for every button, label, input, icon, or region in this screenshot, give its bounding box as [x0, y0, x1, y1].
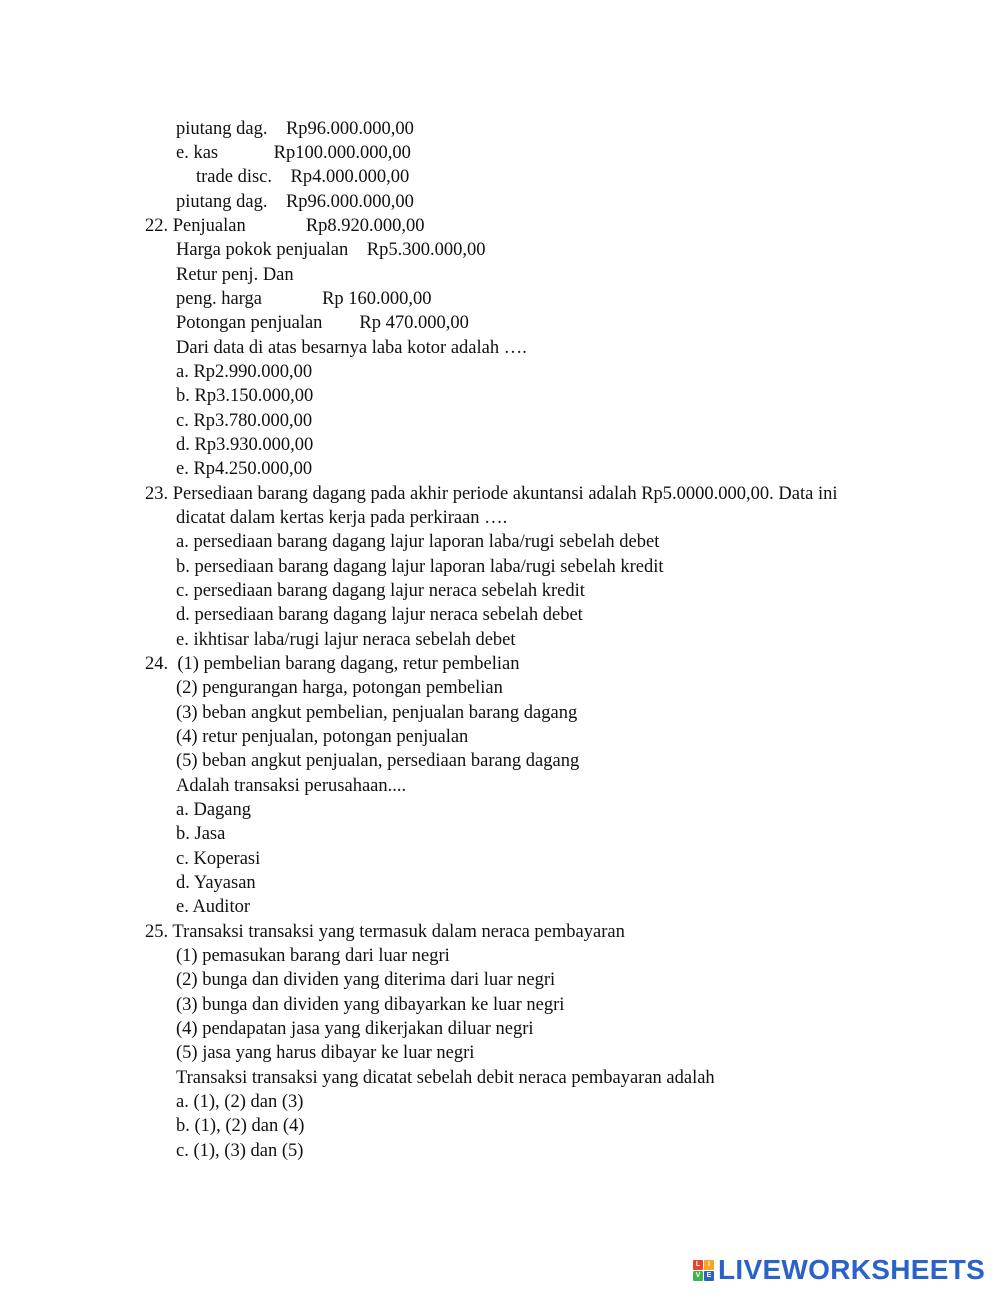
answer-option: d. persediaan barang dagang lajur neraca sebelah debet — [176, 605, 583, 625]
question-22: 22. Penjualan Rp8.920.000,00 — [145, 216, 425, 236]
text-line: (3) beban angkut pembelian, penjualan barang dagang — [176, 703, 578, 723]
text-line: (2) pengurangan harga, potongan pembelian — [176, 678, 503, 698]
text-line: dicatat dalam kertas kerja pada perkiraan …. — [176, 508, 508, 528]
text-line: peng. harga Rp 160.000,00 — [176, 289, 432, 309]
answer-option: c. Koperasi — [176, 849, 261, 869]
question-prompt: Transaksi transaksi yang dicatat sebelah debit neraca pembayaran adalah — [176, 1068, 715, 1088]
text-line: Harga pokok penjualan Rp5.300.000,00 — [176, 240, 486, 260]
answer-option: d. Yayasan — [176, 873, 256, 893]
answer-option: e. Auditor — [176, 897, 250, 917]
question-prompt: Adalah transaksi perusahaan.... — [176, 776, 407, 796]
logo-letter: I — [704, 1260, 714, 1270]
answer-option: a. Dagang — [176, 800, 251, 820]
answer-option: c. persediaan barang dagang lajur neraca sebelah kredit — [176, 581, 585, 601]
text-line: (2) bunga dan dividen yang diterima dari luar negri — [176, 970, 556, 990]
text-line: trade disc. Rp4.000.000,00 — [196, 167, 410, 187]
text-line: e. kas Rp100.000.000,00 — [176, 143, 411, 163]
text-line: (4) pendapatan jasa yang dikerjakan diluar negri — [176, 1019, 534, 1039]
text-line: (5) beban angkut penjualan, persediaan barang dagang — [176, 751, 580, 771]
question-prompt: Dari data di atas besarnya laba kotor adalah …. — [176, 338, 527, 358]
text-line: piutang dag. Rp96.000.000,00 — [176, 119, 414, 139]
logo-letter: L — [693, 1260, 703, 1270]
text-line: (5) jasa yang harus dibayar ke luar negri — [176, 1043, 475, 1063]
answer-option: a. Rp2.990.000,00 — [176, 362, 313, 382]
logo-text: LIVEWORKSHEETS — [718, 1254, 986, 1285]
text-line: Potongan penjualan Rp 470.000,00 — [176, 313, 469, 333]
answer-option: b. Jasa — [176, 824, 226, 844]
question-24: 24. (1) pembelian barang dagang, retur pembelian — [145, 654, 520, 674]
answer-option: a. (1), (2) dan (3) — [176, 1092, 304, 1112]
text-line: (1) pemasukan barang dari luar negri — [176, 946, 450, 966]
liveworksheets-logo — [693, 1254, 985, 1286]
text-line: (4) retur penjualan, potongan penjualan — [176, 727, 469, 747]
question-25: 25. Transaksi transaksi yang termasuk dalam neraca pembayaran — [145, 922, 625, 942]
answer-option: e. Rp4.250.000,00 — [176, 459, 313, 479]
text-line: Retur penj. Dan — [176, 265, 294, 285]
answer-option: c. Rp3.780.000,00 — [176, 411, 313, 431]
answer-option: e. ikhtisar laba/rugi lajur neraca sebelah debet — [176, 630, 516, 650]
answer-option: a. persediaan barang dagang lajur laporan laba/rugi sebelah debet — [176, 532, 660, 552]
text-line: piutang dag. Rp96.000.000,00 — [176, 192, 414, 212]
answer-option: b. (1), (2) dan (4) — [176, 1116, 305, 1136]
question-23: 23. Persediaan barang dagang pada akhir periode akuntansi adalah Rp5.0000.000,00. Data ini — [145, 484, 838, 504]
answer-option: b. persediaan barang dagang lajur laporan laba/rugi sebelah kredit — [176, 557, 664, 577]
answer-option: c. (1), (3) dan (5) — [176, 1141, 304, 1161]
logo-letter: V — [693, 1271, 703, 1281]
answer-option: d. Rp3.930.000,00 — [176, 435, 314, 455]
answer-option: b. Rp3.150.000,00 — [176, 386, 314, 406]
text-line: (3) bunga dan dividen yang dibayarkan ke luar negri — [176, 995, 565, 1015]
logo-letter: E — [704, 1271, 714, 1281]
live-logo-icon — [693, 1260, 714, 1281]
